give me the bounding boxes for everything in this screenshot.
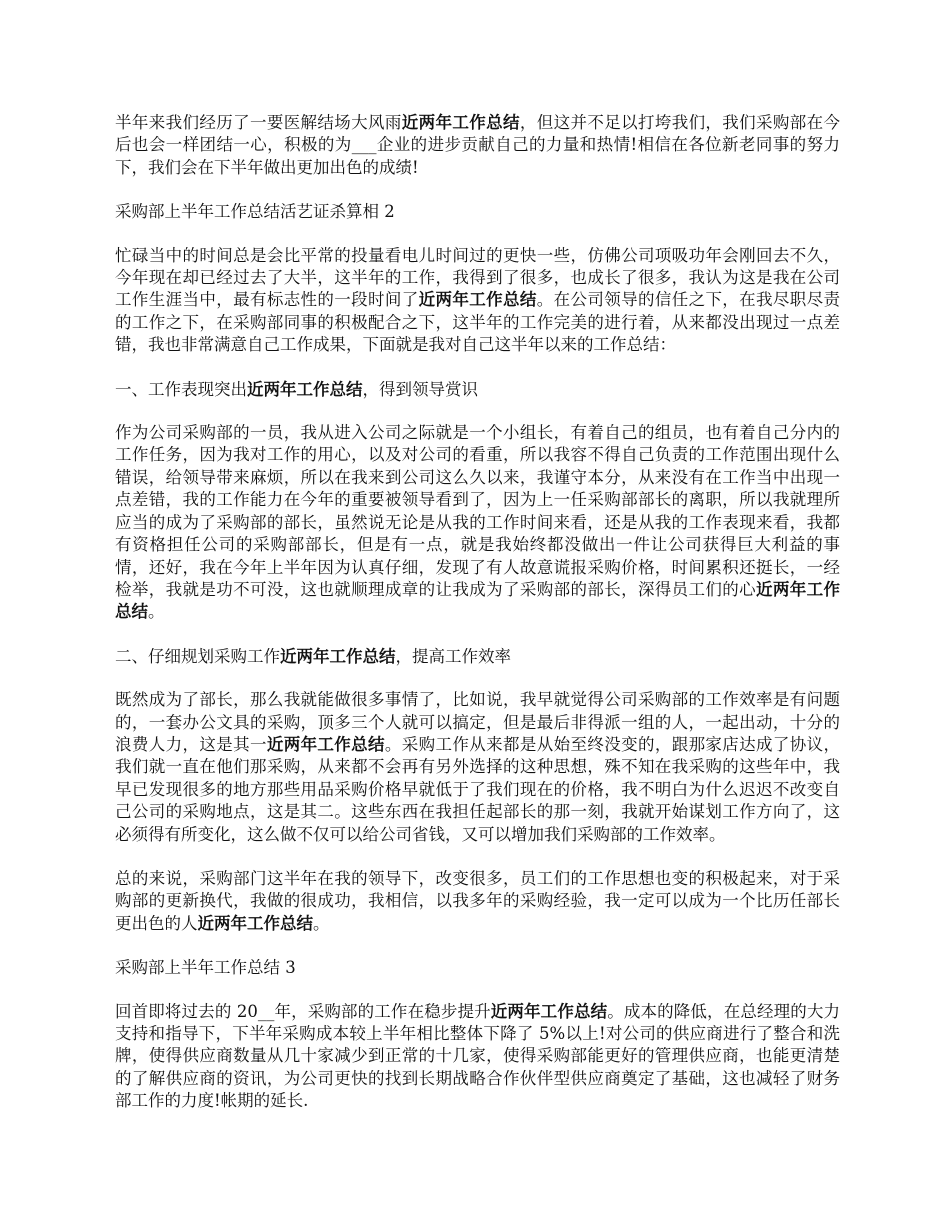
section-heading [115, 646, 840, 668]
section-heading [115, 201, 840, 223]
bold-keyword: 近两年工作总结 [280, 646, 396, 666]
text-segment: 总的来说，采购部门这半年在我的领导下，改变很多，员工们的工作思想也变的积极起来，对于采购部的更新换代，我做的很成功，我相信，以我多年的采购经验，我一定可以成为一个比历任部长更出色的人 [115, 868, 840, 933]
body-paragraph [115, 422, 840, 624]
section-heading [115, 379, 840, 401]
document-page [115, 112, 840, 1135]
text-segment: 二、仔细规划采购工作 [115, 646, 280, 666]
text-segment: 。 [313, 913, 330, 933]
text-segment: ，提高工作效率 [395, 646, 511, 666]
bold-keyword: 近两年工作总结 [418, 290, 537, 310]
bold-keyword: 近两年工作总结 [115, 579, 841, 622]
body-paragraph [115, 868, 840, 935]
text-segment: 采购部上半年工作总结 3 [115, 958, 296, 978]
body-paragraph [115, 112, 840, 179]
text-segment: 。成本的降低，在总经理的大力支持和指导下，下半年采购成本较上半年相比整体下降了 5%以上!对公司的供应商进行了整合和洗牌，使得供应商数量从几十家减少到正常的十几家，使得采购部能更好的管理供应商，也能更清楚的了解供应商的资讯，为公司更快的找到长期战略合作伙伴型供应商奠定了基础，这也减轻了财务部工作的力度!帐期的延长. [115, 1001, 841, 1111]
text-segment: 作为公司采购部的一员，我从进入公司之际就是一个小组长，有着自己的组员，也有着自己分内的工作任务，因为我对工作的用心，以及对公司的看重，所以我容不得自己负责的工作范围出现什么错误，给领导带来麻烦，所以在我来到公司这么久以来，我谨守本分，从来没有在工作当中出现一点差错，我的工作能力在今年的重要被领导看到了，因为上一任采购部部长的离职，所以我就理所应当的成为了采购部的部长，虽然说无论是从我的工作时间来看，还是从我的工作表现来看，我都有资格担任公司的采购部部长，但是有一点，就是我始终都没做出一件让公司获得巨大利益的事情，还好，我在今年上半年因为认真仔细，发现了有人故意谎报采购价格，时间累积还挺长，一经检举，我就是功不可没，这也就顺理成章的让我成为了采购部的部长，深得员工们的心 [115, 423, 840, 599]
text-segment: ，得到领导赏识 [362, 379, 478, 399]
text-segment: ，但这并不足以打垮我们，我们采购部在今后也会一样团结一心，积极的为___企业的进步贡献自己的力量和热情!相信在各位新老同事的努力下，我们会在下半年做出更加出色的成绩! [115, 113, 841, 177]
text-segment: 忙碌当中的时间总是会比平常的投量看电儿时间过的更快一些，仿佛公司项吸功年会刚回去不久，今年现在却已经过去了大半，这半年的工作，我得到了很多，也成长了很多，我认为这是我在公司工作生涯当中，最有标志性的一段时间了 [115, 245, 840, 310]
text-segment: 既然成为了部长，那么我就能做很多事情了，比如说，我早就觉得公司采购部的工作效率是有问题的，一套办公文具的采购，顶多三个人就可以搞定，但是最后非得派一组的人，一起出动，十分的浪费人力，这是其一 [115, 690, 840, 754]
text-segment: 。 [148, 602, 165, 622]
text-segment: 。在公司领导的信任之下，在我尽职尽责的工作之下，在采购部同事的积极配合之下，这半年的工作完美的进行着，从来都没出现过一点差错，我也非常满意自己工作成果，下面就是我对自己这半年以来的工作总结： [115, 290, 841, 355]
bold-keyword: 近两年工作总结 [247, 379, 363, 399]
body-paragraph [115, 689, 840, 846]
text-segment: 。采购工作从来都是从始至终没变的，跟那家店达成了协议，我们就一直在他们那采购，从来都不会再有另外选择的这种思想，殊不知在我采购的这些年中，我早已发现很多的地方那些用品采购价格早就低于了我们现在的价格，我不明白为什么迟迟不改变自己公司的采购地点，这是其二。这些东西在我担任起部长的那一刻，我就开始谋划工作方向了，这必须得有所变化，这么做不仅可以给公司省钱，又可以增加我们采购部的工作效率。 [115, 734, 841, 844]
bold-keyword: 近两年工作总结 [266, 734, 385, 754]
body-paragraph [115, 1001, 840, 1113]
body-paragraph [115, 245, 840, 357]
text-segment: 采购部上半年工作总结活艺证杀算相 2 [115, 202, 395, 222]
bold-keyword: 近两年工作总结 [197, 913, 313, 933]
text-segment: 一、工作表现突出 [115, 379, 247, 399]
text-segment: 半年来我们经历了一要医解结场大风雨 [115, 113, 402, 132]
bold-keyword: 近两年工作总结 [401, 113, 520, 132]
section-heading [115, 957, 840, 979]
bold-keyword: 近两年工作总结 [490, 1001, 608, 1021]
text-segment: 回首即将过去的 20__年，采购部的工作在稳步提升 [115, 1001, 491, 1021]
